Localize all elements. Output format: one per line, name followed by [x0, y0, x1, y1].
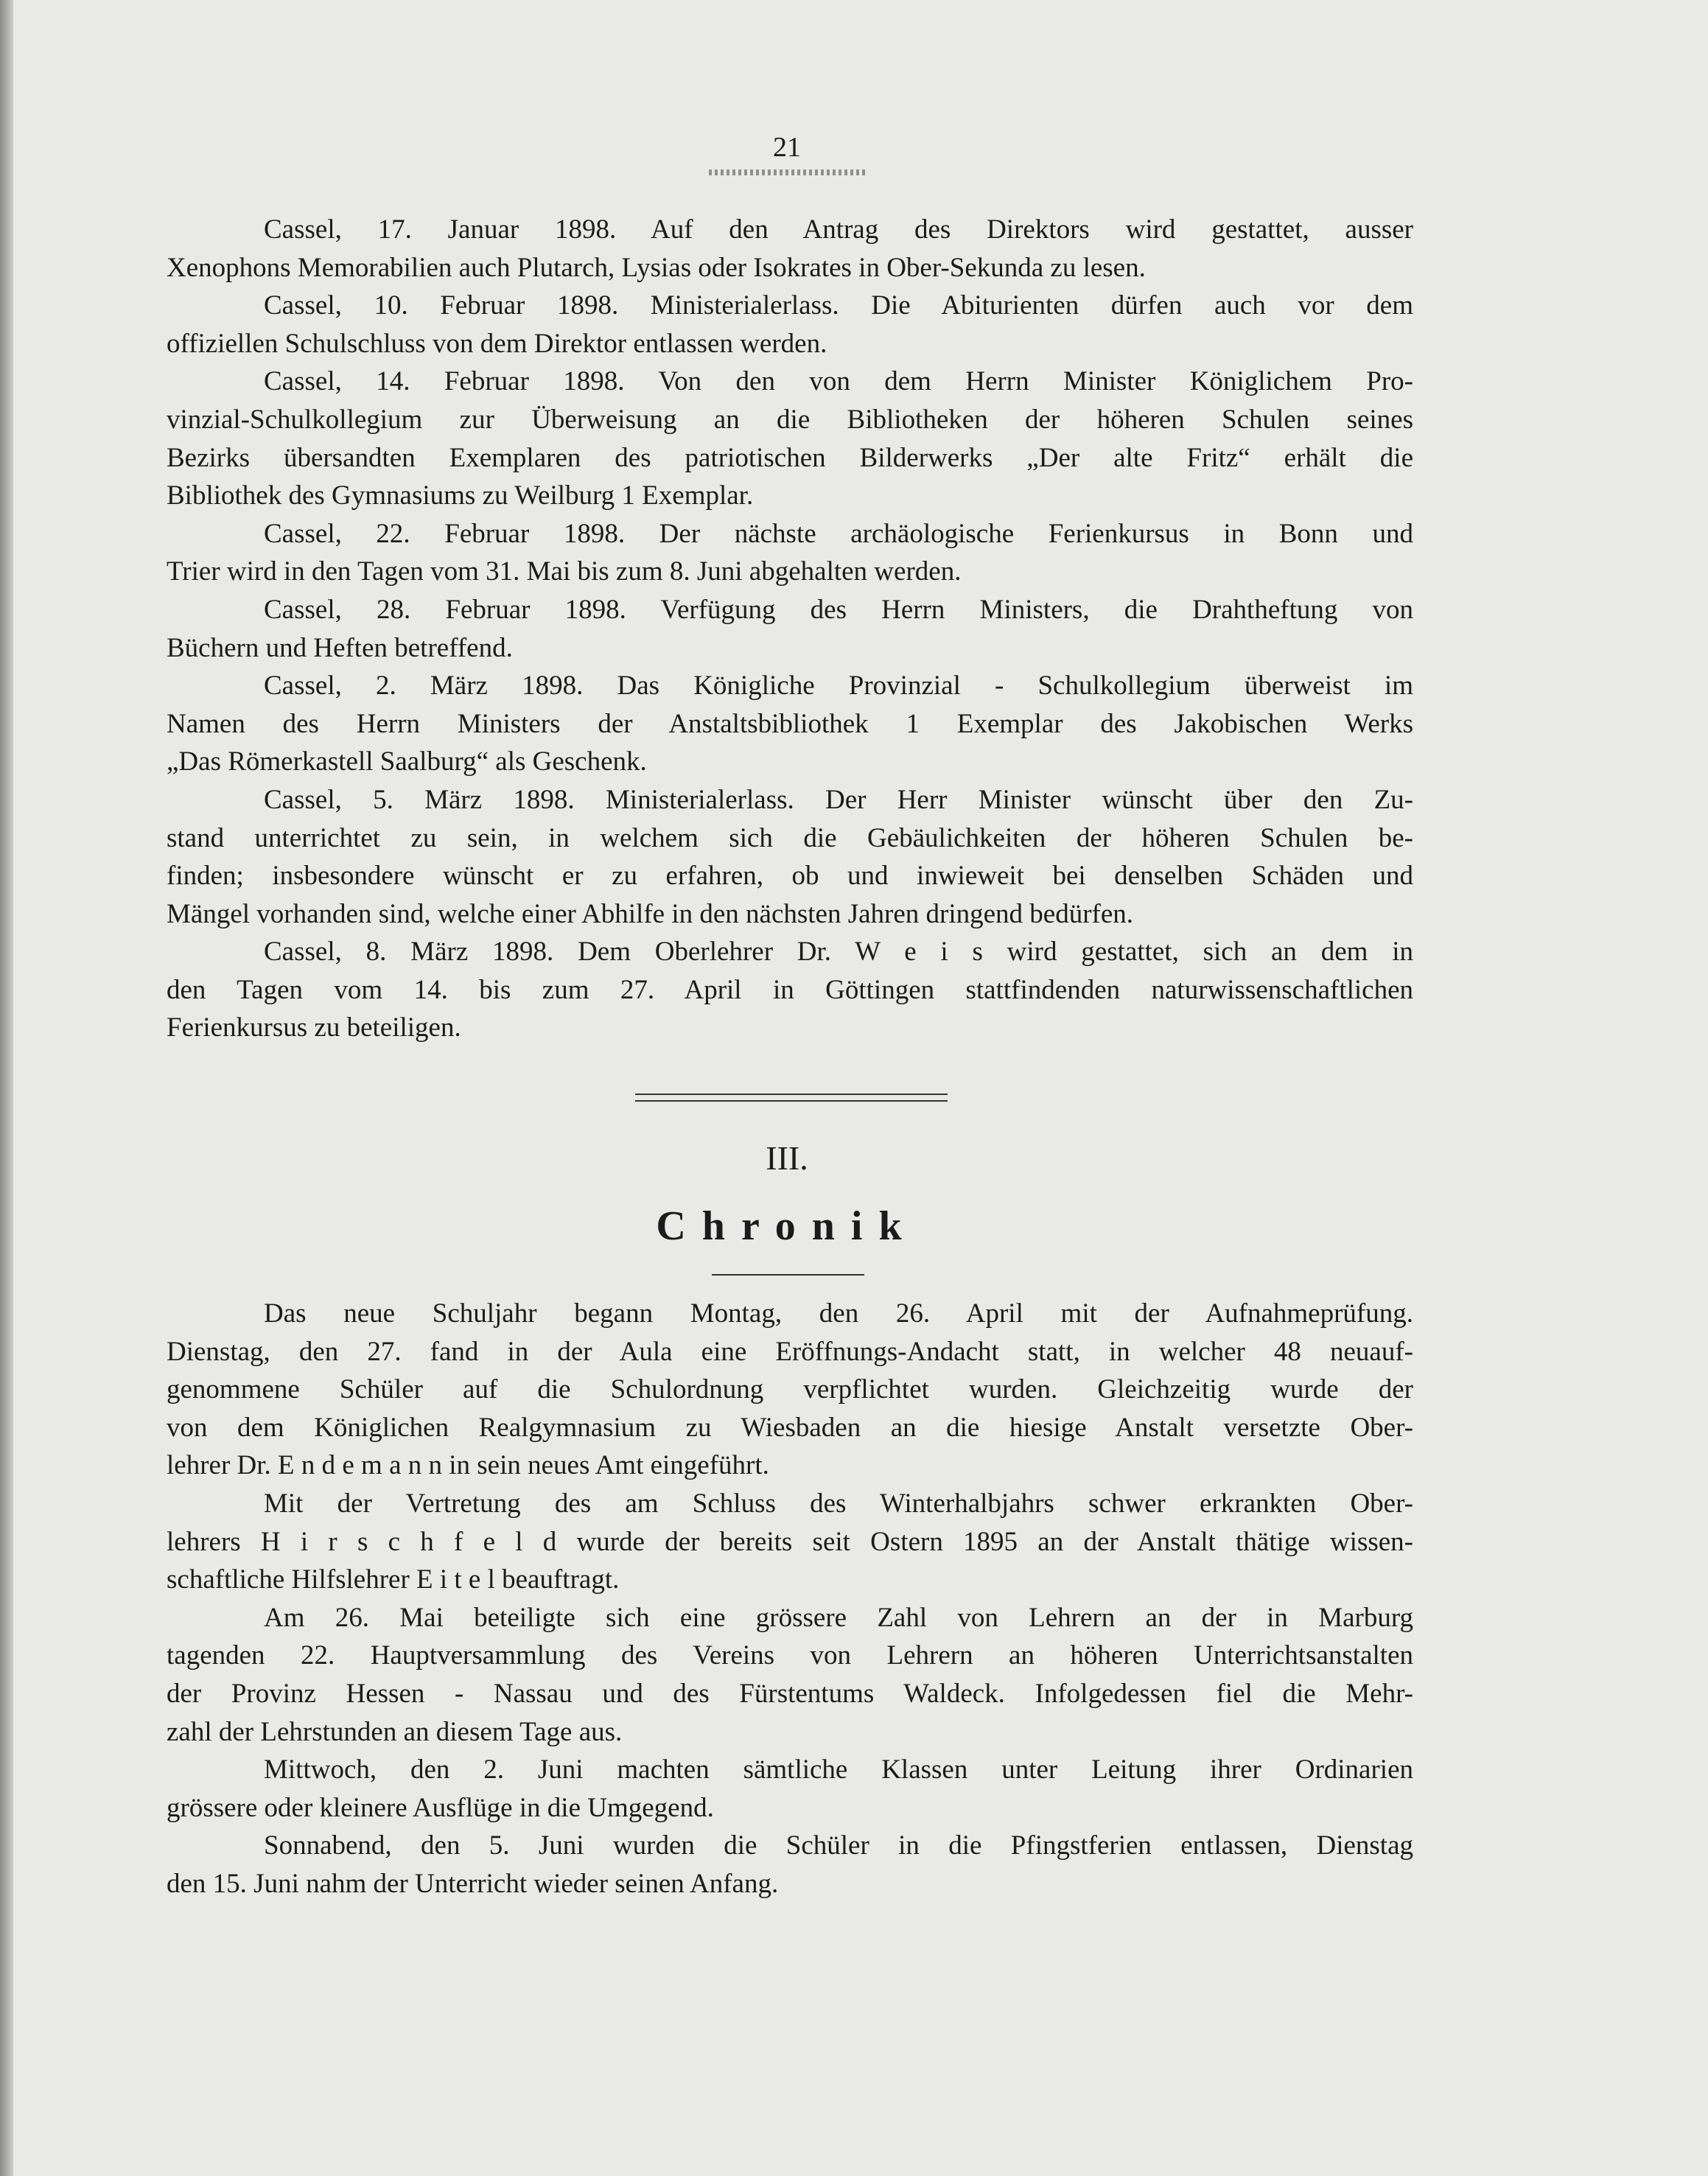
- text-line: Mit der Vertretung des am Schluss des Winterhalbjahrs schwer erkrankten Ober-: [264, 1488, 1413, 1519]
- text-line: Cassel, 5. März 1898. Ministerialerlass. Der Herr Minister wünscht über den Zu-: [264, 784, 1413, 815]
- text-line: Dienstag, den 27. fand in der Aula eine Eröffnungs-Andacht statt, in welcher 48 neuauf-: [167, 1336, 1413, 1367]
- chronik-section: [167, 1295, 1413, 1903]
- text-line: offiziellen Schulschluss von dem Direktor entlassen werden.: [167, 328, 827, 359]
- text-line: stand unterrichtet zu sein, in welchem sich die Gebäulichkeiten der höheren Schulen be-: [167, 822, 1413, 853]
- section-divider: [635, 1094, 948, 1102]
- paragraph: [167, 363, 1413, 514]
- text-line: Cassel, 10. Februar 1898. Ministerialerlass. Die Abiturienten dürfen auch vor dem: [264, 290, 1413, 321]
- paragraph: [167, 1599, 1413, 1751]
- text-line: Bezirks übersandten Exemplaren des patriotischen Bilderwerks „Der alte Fritz“ erhält die: [167, 442, 1413, 473]
- text-line: Cassel, 14. Februar 1898. Von den von dem Herrn Minister Königlichem Pro-: [264, 366, 1413, 397]
- scan-edge: [0, 0, 13, 2176]
- text-line: Sonnabend, den 5. Juni wurden die Schüler in die Pfingstferien entlassen, Dienstag: [264, 1830, 1413, 1861]
- paragraph: [167, 1485, 1413, 1599]
- text-line: grössere oder kleinere Ausflüge in die Umgegend.: [167, 1792, 714, 1823]
- paragraph: [167, 591, 1413, 667]
- text-line: zahl der Lehrstunden an diesem Tage aus.: [167, 1716, 623, 1747]
- text-line: von dem Königlichen Realgymnasium zu Wiesbaden an die hiesige Anstalt versetzte Ober-: [167, 1412, 1413, 1443]
- text-line: Cassel, 28. Februar 1898. Verfügung des Herrn Ministers, die Drahtheftung von: [264, 594, 1413, 625]
- text-line: Namen des Herrn Ministers der Anstaltsbibliothek 1 Exemplar des Jakobischen Werks: [167, 708, 1413, 739]
- text-line: den 15. Juni nahm der Unterricht wieder seinen Anfang.: [167, 1868, 779, 1899]
- text-line: genommene Schüler auf die Schulordnung verpflichtet wurden. Gleichzeitig wurde der: [167, 1374, 1413, 1405]
- text-line: Am 26. Mai beteiligte sich eine grössere Zahl von Lehrern an der in Marburg: [264, 1602, 1413, 1633]
- text-line: finden; insbesondere wünscht er zu erfahren, ob und inwieweit bei denselben Schäden und: [167, 861, 1413, 892]
- paragraph: [167, 1751, 1413, 1827]
- text-line: Xenophons Memorabilien auch Plutarch, Lysias oder Isokrates in Ober-Sekunda zu lesen.: [167, 252, 1146, 283]
- paragraph: [167, 515, 1413, 591]
- paragraph: [167, 667, 1413, 781]
- text-line: tagenden 22. Hauptversammlung des Vereins von Lehrern an höheren Unterrichtsanstalten: [167, 1640, 1413, 1671]
- text-line: lehrers H i r s c h f e l d wurde der bereits seit Ostern 1895 an der Anstalt thätige wissen-: [167, 1526, 1413, 1557]
- text-line: Mängel vorhanden sind, welche einer Abhilfe in den nächsten Jahren dringend bedürfen.: [167, 898, 1134, 929]
- text-line: lehrer Dr. E n d e m a n n in sein neues Amt eingeführt.: [167, 1450, 769, 1481]
- paragraph: [167, 1827, 1413, 1903]
- text-line: Cassel, 17. Januar 1898. Auf den Antrag des Direktors wird gestattet, ausser: [264, 214, 1413, 245]
- decrees-section: [167, 211, 1413, 1047]
- text-line: Bibliothek des Gymnasiums zu Weilburg 1 Exemplar.: [167, 480, 754, 511]
- text-line: der Provinz Hessen - Nassau und des Fürstentums Waldeck. Infolgedessen fiel die Mehr-: [167, 1678, 1413, 1709]
- text-line: Das neue Schuljahr begann Montag, den 26. April mit der Aufnahmeprüfung.: [264, 1298, 1413, 1329]
- text-line: Cassel, 2. März 1898. Das Königliche Provinzial - Schulkollegium überweist im: [264, 671, 1413, 702]
- text-line: vinzial-Schulkollegium zur Überweisung an die Bibliotheken der höheren Schulen seines: [167, 404, 1413, 435]
- section-title: Chronik: [656, 1203, 918, 1249]
- paragraph: [167, 211, 1413, 287]
- paragraph: [167, 1295, 1413, 1485]
- paragraph: [167, 933, 1413, 1047]
- text-line: Büchern und Heften betreffend.: [167, 632, 513, 663]
- paragraph: [167, 781, 1413, 933]
- text-line: Cassel, 8. März 1898. Dem Oberlehrer Dr. W e i s wird gestattet, sich an dem in: [264, 937, 1413, 968]
- page-number: 21: [773, 132, 801, 163]
- text-line: den Tagen vom 14. bis zum 27. April in Göttingen stattfindenden naturwissenschaftlichen: [167, 974, 1413, 1005]
- title-rule: [712, 1274, 864, 1276]
- text-line: Ferienkursus zu beteiligen.: [167, 1012, 461, 1043]
- paragraph: [167, 287, 1413, 363]
- section-number: III.: [766, 1139, 808, 1177]
- text-line: „Das Römerkastell Saalburg“ als Geschenk.: [167, 746, 647, 777]
- text-line: Mittwoch, den 2. Juni machten sämtliche Klassen unter Leitung ihrer Ordinarien: [264, 1755, 1413, 1785]
- text-line: Cassel, 22. Februar 1898. Der nächste archäologische Ferienkursus in Bonn und: [264, 518, 1413, 549]
- text-line: schaftliche Hilfslehrer E i t e l beauftragt.: [167, 1564, 620, 1595]
- text-line: Trier wird in den Tagen vom 31. Mai bis zum 8. Juni abgehalten werden.: [167, 556, 962, 587]
- page-number-ornament: [709, 169, 865, 175]
